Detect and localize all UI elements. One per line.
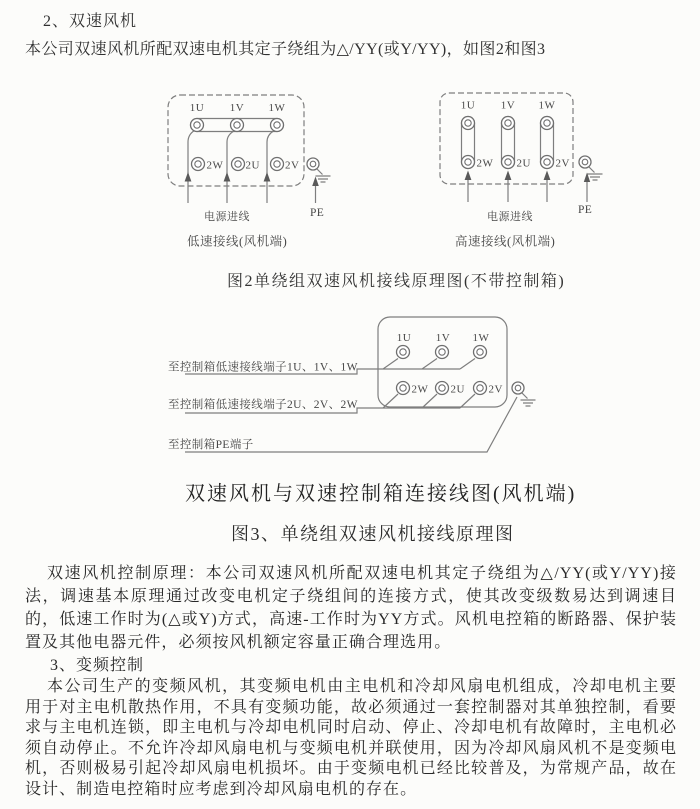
low-speed-caption: 低速接线(风机端) <box>187 234 288 249</box>
terminal-label-2u: 2U <box>450 383 465 396</box>
terminal-1v <box>502 117 515 130</box>
arrow-up-icon <box>224 172 231 182</box>
terminal-label-1w: 1W <box>472 332 490 344</box>
wire-label-low1: 至控制箱低速接线端子1U、1V、1W <box>168 361 358 374</box>
fig3-wires <box>168 359 517 453</box>
high-speed-caption: 高速接线(风机端) <box>455 234 556 249</box>
pe-terminal <box>307 158 319 170</box>
arrow-up-icon <box>544 171 551 181</box>
wire-label-pe: 至控制箱PE端子 <box>168 439 254 451</box>
terminal-2u <box>232 158 245 171</box>
terminal-label-1w: 1W <box>538 99 556 112</box>
terminal-label-2u: 2U <box>245 159 260 172</box>
terminal-2w <box>397 382 410 395</box>
terminal-label-1v: 1V <box>435 332 451 344</box>
terminal-1w <box>541 117 554 130</box>
wire-label-low2: 至控制箱低速接线端子2U、2V、2W <box>168 399 358 411</box>
terminal-1u <box>191 119 204 132</box>
terminal-label-1u: 1U <box>396 332 412 344</box>
paragraph-control-principle: 双速风机控制原理：本公司双速风机所配双速电机其定子绕组为△/YY(或Y/YY)接法，调速基本原理通过改变电机定子绕组间的连接方式，使其改变级数易达到调速目的，低速工作时为(△或Y)方式，高速-工作时为YY方式。风机电控箱的断路器、保护装置及其他电器元件，必须按风机额定容量正确合理选用。 <box>25 565 677 651</box>
terminal-2v <box>271 158 284 171</box>
terminal-label-1v: 1V <box>229 102 245 114</box>
figure2-caption: 图2单绕组双速风机接线原理图(不带控制箱) <box>227 273 566 290</box>
terminal-2v <box>541 156 554 169</box>
terminal-label-2u: 2U <box>516 157 531 170</box>
pe-label: PE <box>310 207 325 219</box>
power-in-label: 电源进线 <box>204 211 250 223</box>
terminal-2v <box>474 382 487 395</box>
terminal-2u <box>436 382 449 395</box>
paragraph-vfd-control: 本公司生产的变频风机，其变频电机由主电机和冷却风扇电机组成，冷却电机主要用于对主电机散热作用，不具有变频功能，故必须通过一套控制器对其单独控制，看要求与主电机连锁，即主电机与冷却电机同时启动、停止、冷却电机有故障时，主电机必须自动停止。不允许冷却风扇电机与变频电机并联使用，因为冷却风扇风机不是变频电机，否则极易引起冷却风扇电机损坏。由于变频电机已经比较普及，为常规产品，故在设计、制造电控箱时应考虑到冷却风扇电机的存在。 <box>25 678 677 798</box>
terminal-2u <box>502 156 515 169</box>
arrow-up-icon <box>465 171 472 181</box>
pe-terminal <box>579 156 591 168</box>
terminal-2w <box>192 158 205 171</box>
figure2-diagram <box>0 88 700 256</box>
arrow-up-icon <box>264 172 271 182</box>
arrow-up-icon <box>185 172 192 182</box>
terminal-label-2v: 2V <box>488 383 503 396</box>
ground-icon <box>316 169 331 183</box>
body-text <box>25 562 677 801</box>
ground-icon <box>521 393 536 407</box>
fig2-high-speed-diagram <box>440 93 603 249</box>
terminal-1w <box>474 346 487 359</box>
terminal-label-2w: 2W <box>206 159 224 172</box>
fig2-low-speed-diagram <box>168 95 331 249</box>
arrow-up-icon <box>312 177 319 187</box>
figure3-diagram <box>0 312 700 462</box>
terminal-label-1w: 1W <box>268 102 286 114</box>
figure3-caption: 图3、单绕组双速风机接线原理图 <box>231 524 515 544</box>
terminal-label-2w: 2W <box>476 157 494 170</box>
terminal-label-1v: 1V <box>500 99 516 112</box>
intro-line: 本公司双速风机所配双速电机其定子绕组为△/YY(或Y/YY)，如图2和图3 <box>25 41 546 58</box>
terminal-label-1u: 1U <box>460 99 476 112</box>
terminal-1w <box>271 119 284 132</box>
terminal-1u <box>397 346 410 359</box>
terminal-1v <box>231 119 244 132</box>
terminal-1u <box>462 117 475 130</box>
fig3-terminal-box <box>378 317 536 407</box>
terminal-1v <box>436 346 449 359</box>
terminal-label-2w: 2W <box>411 383 429 396</box>
power-in-label: 电源进线 <box>487 211 533 223</box>
power-wires <box>468 180 547 202</box>
pe-label: PE <box>578 204 593 216</box>
terminal-label-1u: 1U <box>189 102 205 114</box>
section-heading-2: 2、双速风机 <box>43 13 138 30</box>
ground-icon <box>588 167 603 181</box>
pe-terminal <box>512 382 524 394</box>
terminal-label-2v: 2V <box>555 157 570 170</box>
terminal-2w <box>462 156 475 169</box>
arrow-up-icon <box>505 171 512 181</box>
section-heading-3: 3、变频控制 <box>50 657 145 674</box>
figure3-title: 双速风机与双速控制箱连接线图(风机端) <box>185 483 577 505</box>
terminal-label-2v: 2V <box>285 159 300 172</box>
